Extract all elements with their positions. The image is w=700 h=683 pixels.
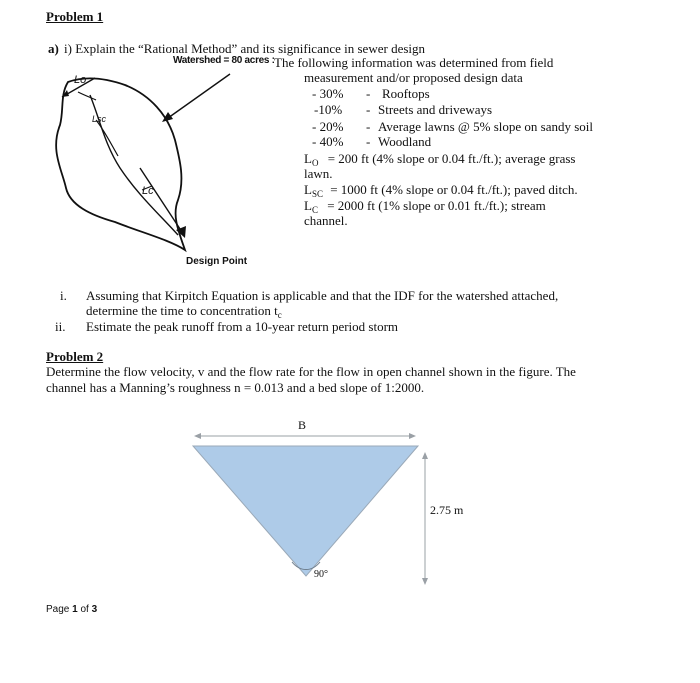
question-text-cont: determine the time to concentration $t_c$ (86, 303, 282, 320)
part-a-label: a) (48, 41, 59, 56)
land-use-dash: - (366, 134, 371, 149)
question-number: i. (60, 288, 67, 303)
part-a-text: i) Explain the “Rational Method” and its significance in sewer design (64, 41, 426, 56)
page-indicator: Page 1 of 3 (46, 604, 98, 615)
land-use-desc: Average lawns @ 5% slope on sandy soil (378, 119, 593, 134)
lo-subscript: O (311, 158, 319, 168)
land-use-desc: Woodland (378, 134, 432, 149)
land-use-pct: - 40% (312, 134, 344, 149)
width-label: B (298, 418, 307, 432)
lc-text: = 2000 ft (1% slope or 0.01 ft./ft.); stream (327, 198, 546, 213)
sketch-label-lc: Lc (142, 185, 154, 197)
problem-2-heading: Problem 2 (46, 349, 104, 364)
question-text: Assuming that Kirpitch Equation is applicable and that the IDF for the watershed attached, (86, 288, 559, 303)
land-use-pct: - 30% (312, 86, 344, 101)
lo-symbol: L (304, 151, 312, 166)
lc-text-cont: channel. (304, 213, 348, 228)
lo-text: = 200 ft (4% slope or 0.04 ft./ft.); average grass (327, 151, 576, 166)
watershed-label: Watershed = 80 acres : (173, 55, 275, 66)
channel-water (193, 446, 418, 576)
sketch-label-lo: Lo (74, 74, 87, 86)
lsc-symbol: L (304, 182, 312, 197)
question-text: Estimate the peak runoff from a 10-year return period storm (86, 319, 399, 334)
angle-label: 90° (314, 569, 328, 580)
lc-subscript: C (311, 205, 318, 215)
depth-label: 2.75 m (430, 503, 464, 517)
land-use-desc: Rooftops (382, 86, 430, 101)
lsc-text: = 1000 ft (4% slope or 0.04 ft./ft.); paved ditch. (330, 182, 578, 197)
land-use-pct: -10% (314, 102, 343, 117)
design-point-label: Design Point (186, 256, 248, 267)
info-line-1: The following information was determined from field (274, 55, 554, 70)
question-number: ii. (55, 319, 66, 334)
problem-1-heading: Problem 1 (46, 9, 104, 24)
problem-2-text-1: Determine the flow velocity, v and the flow rate for the flow in open channel shown in the figure. The (46, 364, 576, 379)
tc-subscript: c (277, 310, 282, 320)
land-use-dash: - (366, 86, 371, 101)
land-use-dash: - (366, 102, 371, 117)
land-use-desc: Streets and driveways (378, 102, 493, 117)
problem-2-text-2: channel has a Manning’s roughness n = 0.013 and a bed slope of 1:2000. (46, 380, 425, 395)
land-use-dash: - (366, 119, 371, 134)
lc-symbol: L (304, 198, 312, 213)
sketch-label-lsc: Lsc (92, 114, 107, 124)
lo-text-cont: lawn. (304, 166, 333, 181)
land-use-pct: - 20% (312, 119, 344, 134)
info-line-2: measurement and/or proposed design data (304, 70, 523, 85)
lsc-subscript: SC (311, 189, 323, 199)
